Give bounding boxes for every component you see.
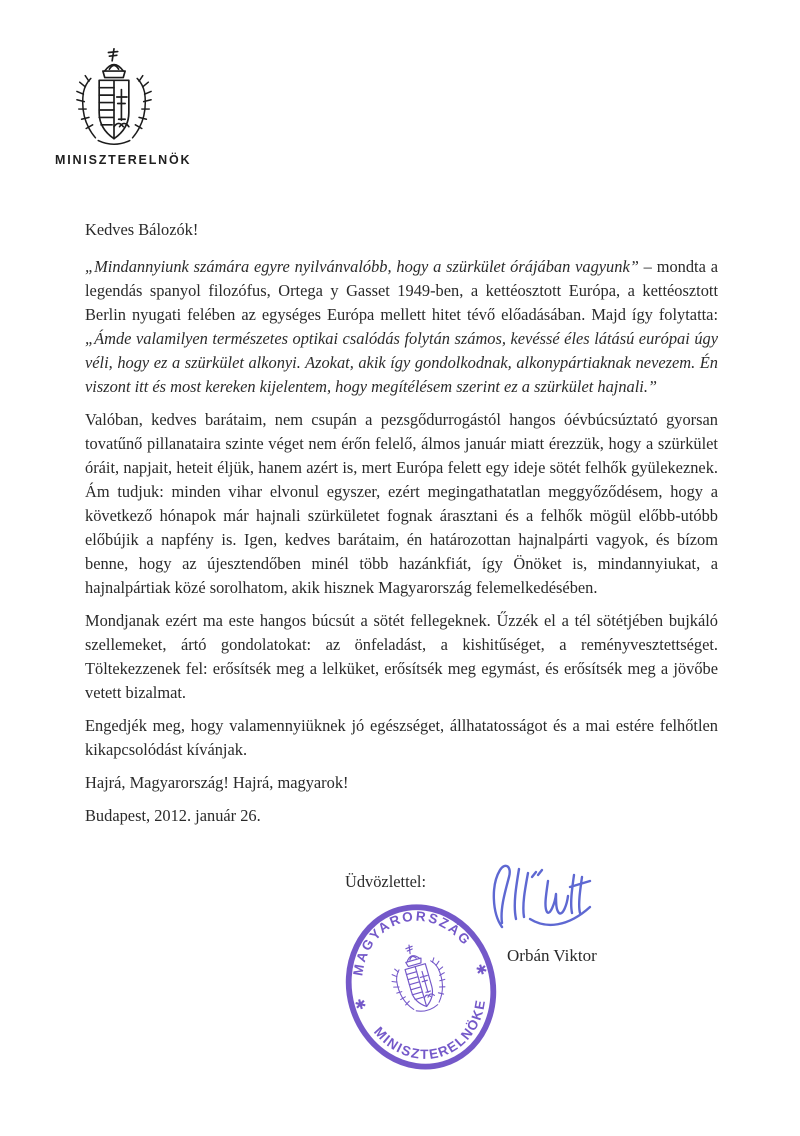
paragraph-segment: „Ámde valamilyen természetes optikai csalódás folytán számos, kevéssé éles látású európai úgy véli, hogy ez a szürkület alkonyi. Azokat, akik így gondolkodnak, alkonypártiaknak nevezem. Én viszont itt és most kereken kijelentem, hogy megítélésem szerint ez a szürkület hajnali.” [85, 329, 718, 396]
stamp-arc-bottom-text: MINISZTERELNÖKE [371, 997, 489, 1062]
signoff-label: Üdvözlettel: [345, 872, 427, 891]
paragraph [85, 255, 718, 399]
paragraph [85, 714, 718, 762]
paragraph-segment: Hajrá, Magyarország! Hajrá, magyarok! [85, 773, 349, 792]
stamp-star-left-icon: ✱ [353, 995, 369, 1014]
letter-body [85, 218, 718, 828]
date-line: Budapest, 2012. január 26. [85, 806, 261, 825]
pm-office-stamp [338, 895, 504, 1075]
paragraph-segment: Mondjanak ezért ma este hangos búcsút a sötét fellegeknek. Űzzék el a tél sötétjében bujkáló szellemeket, ártó gondolatokat: az önfeladást, a kishitűséget, a reményvesztettséget. Töltekezzenek fel: erősítsék meg a lelküket, erősítsék meg egymást, és erősítsék meg a jövőbe vetett bizalmat. [85, 611, 718, 702]
letter-paragraphs [85, 255, 718, 795]
stamp-star-right-icon: ✱ [474, 961, 490, 979]
paragraph-segment: Valóban, kedves barátaim, nem csupán a pezsgődurrogástól hangos óévbúcsúztató gyorsan tovatűnő pillanataira szinte véget nem érőn felelő, álmos január miatt érezzük, hogy a szürkület óráit, napjait, heteit éljük, hanem azért is, mert Európa felett egy ideje sötét felhők gyülekeznek. Ám tudjuk: minden vihar elvonul egyszer, ezért megingathatatlan meggyőződésem, hogy a következő hónapok már hajnali szürkületet fognak árasztani és a felhők mögül előbb-utóbb előbújik a napfény is. Igen, kedves barátaim, én határozottan hajnalpárti vagyok, és bízom benne, hogy az újesztendőben minél több hazánkfiát, így Önöket is, mindannyiukat, a hajnalpártiak közé sorolhatom, akik hisznek Magyarország felemelkedésében. [85, 410, 718, 597]
stamp-coat-of-arms-icon [384, 938, 453, 1018]
paragraph-segment: – mondta a legendás spanyol filozófus, Ortega y Gasset 1949-ben, a kettéosztott Európa, a kettéosztott Berlin nyugati felében az egységes Európa mellett hitet tévő előadásában. Majd így folytatta: [85, 257, 718, 324]
paragraph [85, 609, 718, 705]
stamp-arc-top-text: MAGYARORSZÁG [350, 908, 475, 977]
paragraph-segment: „Mindannyiunk számára egyre nyilvánvalóbb, hogy a szürkület órájában vagyunk” [85, 257, 639, 276]
greeting: Kedves Bálozók! [85, 220, 199, 239]
hungarian-coat-of-arms-icon [64, 46, 164, 148]
signer-name: Orbán Viktor [507, 946, 597, 965]
paragraph-segment: Engedjék meg, hogy valamennyiüknek jó egészséget, állhatatosságot és a mai estére felhőtlen kikapcsolódást kívánjak. [85, 716, 718, 759]
paragraph [85, 771, 718, 795]
letterhead-title: MINISZTERELNÖK [55, 153, 192, 167]
paragraph [85, 408, 718, 600]
